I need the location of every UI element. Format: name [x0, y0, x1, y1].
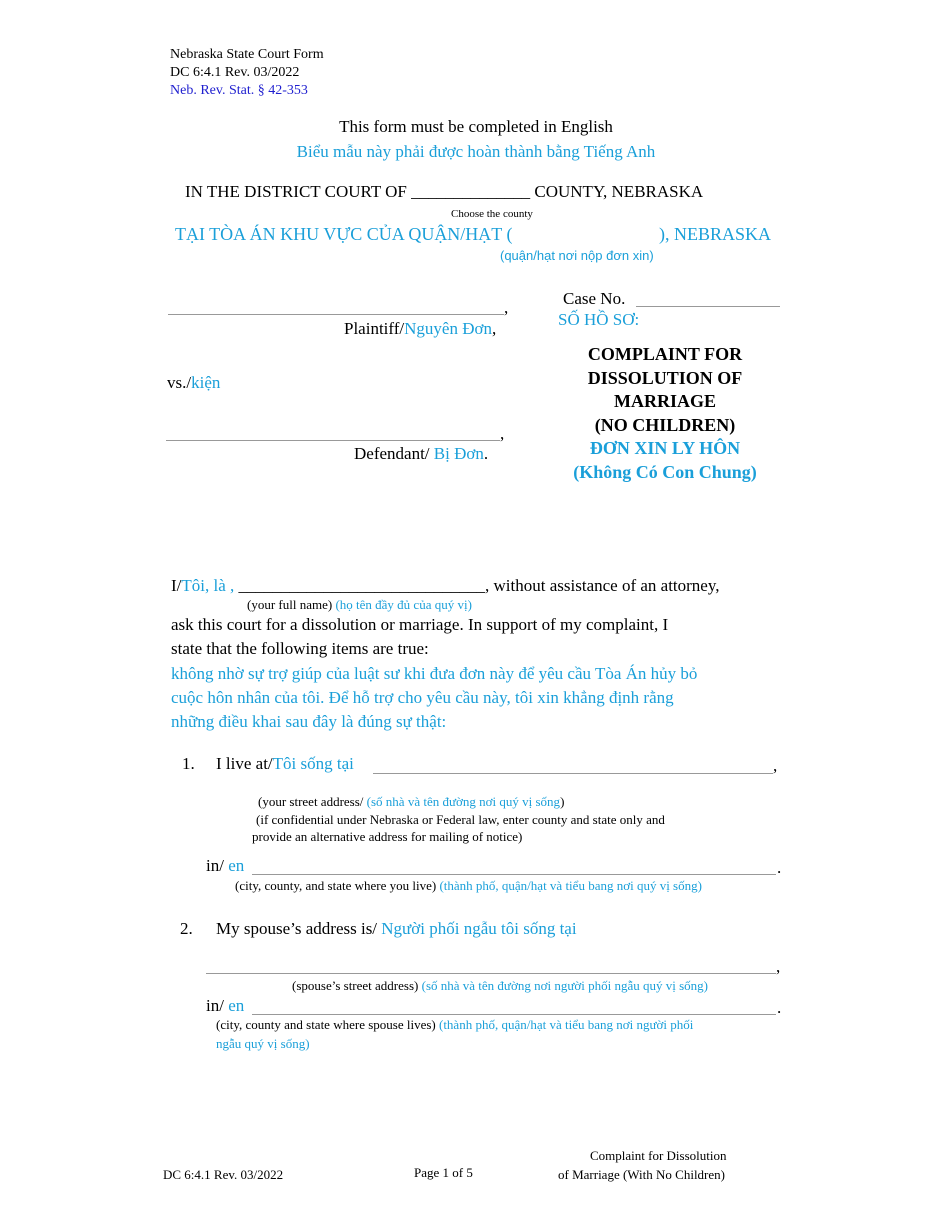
- item-2-in-vi: en: [228, 996, 245, 1015]
- court-heading-vi-suffix: ), NEBRASKA: [659, 224, 772, 244]
- versus-label: [167, 373, 220, 393]
- street-address-hint: [258, 794, 564, 810]
- title-line-1: COMPLAINT FOR: [587, 344, 743, 364]
- spouse-street-address-line[interactable]: [206, 973, 776, 974]
- street-address-hint-en: (your street address/: [258, 794, 367, 809]
- case-number-label-vi: SỐ HỒ SƠ:: [558, 310, 640, 329]
- title-line-4: (NO CHILDREN): [594, 414, 736, 435]
- intro-after: , without assistance of an attorney,: [485, 576, 720, 595]
- page-number: Page 1 of 5: [414, 1165, 473, 1180]
- full-name-hint-en: (your full name): [247, 597, 333, 612]
- court-heading-vi-prefix: TẠI TÒA ÁN KHU VỰC CỦA QUẬN/HẠT (: [175, 224, 513, 244]
- intro-line-1: [171, 576, 720, 596]
- full-name-hint-vi: (họ tên đầy đủ của quý vị): [335, 597, 472, 612]
- intro-vi-line-2: cuộc hôn nhân của tôi. Để hỗ trợ cho yêu cầu này, tôi xin khẳng định rằng: [171, 688, 674, 707]
- case-number-label: Case No.: [563, 289, 626, 308]
- item-1-in-en: in/: [206, 856, 229, 875]
- case-number-line[interactable]: [636, 306, 780, 307]
- title-vi-line-2: (Không Có Con Chung): [573, 461, 757, 482]
- plaintiff-label-vi: Nguyên Đơn: [404, 319, 492, 338]
- plaintiff-name-line[interactable]: [168, 314, 504, 315]
- full-name-blank[interactable]: _____________________________: [238, 576, 486, 595]
- street-address-line[interactable]: [373, 773, 773, 774]
- item-2-in-label: [206, 996, 244, 1016]
- spouse-city-hint: [216, 1017, 693, 1033]
- full-name-hint: [247, 597, 472, 613]
- item-2-in-en: in/: [206, 996, 229, 1015]
- item-1-period: .: [777, 858, 782, 877]
- title-line-2: DISSOLUTION OF: [587, 367, 743, 388]
- defendant-comma: ,: [500, 424, 505, 443]
- item-2-number: 2.: [180, 919, 193, 938]
- county-hint-vi: (quận/hạt nơi nộp đơn xin): [500, 248, 654, 263]
- footer-title-2: of Marriage (With No Children): [558, 1167, 725, 1182]
- item-1-label-en: I live at/: [216, 754, 273, 773]
- instruction-vietnamese: Biểu mẫu này phải được hoàn thành bằng Tiếng Anh: [296, 142, 656, 161]
- title-vi-line-1: ĐƠN XIN LY HÔN: [589, 438, 741, 458]
- county-hint: Choose the county: [451, 208, 533, 220]
- item-1-comma: ,: [773, 756, 778, 775]
- instruction-english: This form must be completed in English: [339, 117, 613, 136]
- title-line-3: MARRIAGE: [614, 391, 716, 411]
- form-id: DC 6:4.1 Rev. 03/2022: [170, 65, 300, 80]
- defendant-label: [354, 444, 488, 464]
- city-hint: [235, 878, 702, 894]
- item-1-label-vi: Tôi sống tại: [272, 754, 354, 773]
- street-address-hint-close: ): [560, 794, 565, 809]
- document-title: [548, 343, 782, 484]
- city-hint-vi: (thành phố, quận/hạt và tiểu bang nơi quý vị sống): [439, 878, 702, 893]
- plaintiff-comma: ,: [504, 298, 509, 317]
- item-2-comma: ,: [776, 957, 781, 976]
- spouse-address-hint-vi: (số nhà và tên đường nơi người phối ngẫu quý vị sống): [421, 978, 708, 993]
- intro-i-vi: Tôi, là ,: [181, 576, 235, 595]
- defendant-label-en: Defendant/: [354, 444, 434, 463]
- item-1-label: [216, 754, 354, 774]
- spouse-city-county-state-line[interactable]: [252, 1014, 776, 1015]
- intro-line-3: state that the following items are true:: [171, 639, 429, 658]
- court-heading-en: [185, 182, 703, 202]
- item-2-period: .: [777, 998, 782, 1017]
- item-1-in-label: [206, 856, 244, 876]
- city-county-state-line[interactable]: [252, 874, 776, 875]
- item-1-in-vi: en: [228, 856, 245, 875]
- court-suffix: COUNTY, NEBRASKA: [534, 182, 704, 201]
- versus-en: vs./: [167, 373, 192, 392]
- item-1-number: 1.: [182, 754, 195, 773]
- spouse-address-hint: [292, 978, 708, 994]
- city-hint-en: (city, county, and state where you live): [235, 878, 437, 893]
- plaintiff-label: [344, 319, 496, 339]
- versus-vi: kiện: [191, 373, 221, 392]
- plaintiff-label-comma: ,: [491, 319, 497, 338]
- spouse-city-hint-vi-2: ngẫu quý vị sống): [216, 1036, 310, 1051]
- county-blank[interactable]: ______________: [411, 182, 531, 201]
- footer-form-id: DC 6:4.1 Rev. 03/2022: [163, 1167, 284, 1182]
- plaintiff-label-en: Plaintiff/: [344, 319, 405, 338]
- footer-title-1: Complaint for Dissolution: [590, 1148, 727, 1163]
- form-name: Nebraska State Court Form: [170, 47, 324, 62]
- defendant-name-line[interactable]: [166, 440, 500, 441]
- spouse-city-hint-vi-1: (thành phố, quận/hạt và tiểu bang nơi người phối: [438, 1017, 694, 1032]
- spouse-address-hint-en: (spouse’s street address): [292, 978, 419, 993]
- defendant-label-vi: Bị Đơn: [433, 444, 484, 463]
- confidential-note-1: (if confidential under Nebraska or Federal law, enter county and state only and: [256, 812, 665, 827]
- defendant-label-period: .: [483, 444, 489, 463]
- intro-vi-line-3: những điều khai sau đây là đúng sự thật:: [171, 712, 447, 731]
- court-prefix: IN THE DISTRICT COURT OF: [185, 182, 407, 201]
- intro-i-en: I/: [171, 576, 182, 595]
- item-2-label: [216, 919, 577, 939]
- statute-reference: Neb. Rev. Stat. § 42-353: [170, 83, 308, 98]
- intro-vi-line-1: không nhờ sự trợ giúp của luật sư khi đưa đơn này để yêu cầu Tòa Án hủy bỏ: [171, 664, 698, 683]
- item-2-label-en: My spouse’s address is/: [216, 919, 382, 938]
- intro-line-2: ask this court for a dissolution or marriage. In support of my complaint, I: [171, 615, 669, 634]
- spouse-city-hint-en: (city, county and state where spouse lives): [216, 1017, 436, 1032]
- item-2-label-vi: Người phối ngẫu tôi sống tại: [381, 919, 577, 938]
- street-address-hint-vi: (số nhà và tên đường nơi quý vị sống: [366, 794, 561, 809]
- confidential-note-2: provide an alternative address for mailing of notice): [252, 829, 523, 844]
